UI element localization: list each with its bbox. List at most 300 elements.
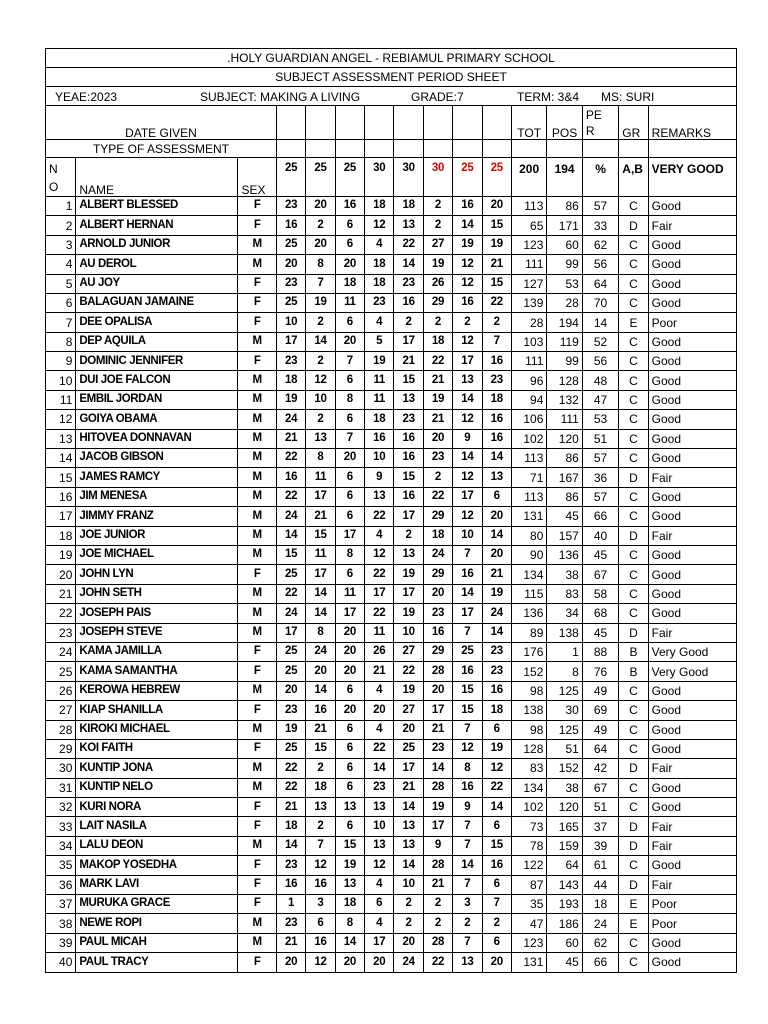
student-remarks: Poor	[648, 313, 736, 332]
student-tot: 102	[511, 798, 546, 817]
student-score-1: 10	[276, 313, 305, 332]
student-remarks: Good	[648, 449, 736, 468]
student-tot: 127	[511, 274, 546, 293]
table-row	[46, 584, 737, 603]
no-header	[46, 158, 76, 197]
student-score-4: 9	[365, 468, 394, 487]
student-pos: 38	[547, 565, 582, 584]
table-row	[46, 604, 737, 623]
student-pos: 128	[547, 371, 582, 390]
student-remarks: Good	[648, 856, 736, 875]
student-score-3: 11	[335, 584, 364, 603]
student-score-3: 11	[335, 293, 364, 312]
student-remarks: Good	[648, 584, 736, 603]
table-row	[46, 798, 737, 817]
sheet-title: SUBJECT ASSESSMENT PERIOD SHEET	[46, 68, 737, 87]
student-per: 64	[582, 739, 618, 758]
student-score-8: 23	[482, 662, 511, 681]
student-pos: 194	[547, 313, 582, 332]
student-pos: 120	[547, 798, 582, 817]
student-score-3: 8	[335, 546, 364, 565]
student-name: DEP AQUILA	[76, 332, 238, 351]
assessment-sheet-table	[45, 48, 737, 973]
student-pos: 1	[547, 642, 582, 661]
student-no: 3	[46, 235, 76, 254]
table-row	[46, 875, 737, 894]
student-no: 8	[46, 332, 76, 351]
student-sex: M	[238, 507, 276, 526]
student-score-7: 14	[453, 390, 482, 409]
student-no: 1	[46, 196, 76, 215]
student-gr: C	[619, 778, 648, 797]
student-sex: F	[238, 798, 276, 817]
student-tot: 73	[511, 817, 546, 836]
student-name: GOIYA OBAMA	[76, 410, 238, 429]
student-tot: 115	[511, 584, 546, 603]
student-gr: C	[619, 449, 648, 468]
student-tot: 134	[511, 778, 546, 797]
student-score-8: 20	[482, 507, 511, 526]
student-no: 16	[46, 487, 76, 506]
student-tot: 80	[511, 526, 546, 545]
student-score-7: 16	[453, 196, 482, 215]
student-score-6: 27	[423, 235, 452, 254]
student-score-3: 6	[335, 487, 364, 506]
student-score-1: 23	[276, 856, 305, 875]
student-remarks: Good	[648, 196, 736, 215]
table-row	[46, 720, 737, 739]
student-name: ALBERT HERNAN	[76, 216, 238, 235]
student-gr: C	[619, 720, 648, 739]
student-score-3: 6	[335, 507, 364, 526]
student-score-6: 28	[423, 933, 452, 952]
student-gr: C	[619, 390, 648, 409]
student-score-3: 6	[335, 681, 364, 700]
student-pos: 86	[547, 487, 582, 506]
student-per: 49	[582, 720, 618, 739]
student-remarks: Poor	[648, 895, 736, 914]
student-name: KAMA SAMANTHA	[76, 662, 238, 681]
type-cell	[482, 140, 511, 158]
student-score-5: 10	[394, 623, 423, 642]
student-name: JOSEPH STEVE	[76, 623, 238, 642]
table-row	[46, 371, 737, 390]
student-score-7: 7	[453, 875, 482, 894]
student-per: 67	[582, 778, 618, 797]
student-score-7: 2	[453, 914, 482, 933]
student-score-2: 12	[306, 371, 335, 390]
student-score-4: 13	[365, 836, 394, 855]
student-tot: 65	[511, 216, 546, 235]
student-tot: 138	[511, 701, 546, 720]
table-row	[46, 623, 737, 642]
student-score-6: 16	[423, 623, 452, 642]
student-per: 37	[582, 817, 618, 836]
student-score-8: 6	[482, 817, 511, 836]
student-score-8: 7	[482, 895, 511, 914]
student-remarks: Good	[648, 604, 736, 623]
student-name: KUNTIP JONA	[76, 759, 238, 778]
student-pos: 111	[547, 410, 582, 429]
student-tot: 136	[511, 604, 546, 623]
student-no: 9	[46, 352, 76, 371]
school-name: .HOLY GUARDIAN ANGEL - REBIAMUL PRIMARY SCHOOL	[46, 49, 737, 68]
student-score-2: 12	[306, 953, 335, 972]
student-score-5: 19	[394, 604, 423, 623]
student-tot: 113	[511, 487, 546, 506]
table-row	[46, 681, 737, 700]
student-pos: 53	[547, 274, 582, 293]
student-gr: C	[619, 429, 648, 448]
student-score-6: 20	[423, 681, 452, 700]
student-remarks: Good	[648, 410, 736, 429]
student-remarks: Good	[648, 681, 736, 700]
student-score-4: 18	[365, 255, 394, 274]
student-name: KURI NORA	[76, 798, 238, 817]
student-remarks: Good	[648, 739, 736, 758]
student-score-5: 16	[394, 449, 423, 468]
student-score-8: 22	[482, 778, 511, 797]
student-score-8: 18	[482, 701, 511, 720]
date-cell	[394, 106, 423, 140]
name-header: NAME	[76, 158, 238, 197]
student-tot: 176	[511, 642, 546, 661]
student-sex: M	[238, 681, 276, 700]
tot-header: TOT	[511, 106, 546, 140]
student-score-5: 15	[394, 468, 423, 487]
date-cell	[365, 106, 394, 140]
date-cell	[453, 106, 482, 140]
type-cell	[511, 140, 546, 158]
student-score-1: 20	[276, 255, 305, 274]
student-pos: 143	[547, 875, 582, 894]
student-tot: 96	[511, 371, 546, 390]
table-row	[46, 856, 737, 875]
table-row	[46, 255, 737, 274]
student-score-6: 21	[423, 875, 452, 894]
student-pos: 119	[547, 332, 582, 351]
student-name: PAUL TRACY	[76, 953, 238, 972]
student-score-3: 6	[335, 235, 364, 254]
table-row	[46, 914, 737, 933]
student-gr: C	[619, 487, 648, 506]
table-row	[46, 196, 737, 215]
student-score-1: 22	[276, 778, 305, 797]
table-row	[46, 642, 737, 661]
student-no: 17	[46, 507, 76, 526]
student-score-3: 20	[335, 662, 364, 681]
student-score-7: 25	[453, 642, 482, 661]
student-no: 19	[46, 546, 76, 565]
student-score-2: 12	[306, 856, 335, 875]
gr-header: GR	[619, 106, 648, 140]
student-score-3: 15	[335, 836, 364, 855]
student-no: 32	[46, 798, 76, 817]
student-tot: 128	[511, 739, 546, 758]
student-pos: 125	[547, 720, 582, 739]
student-name: JOSEPH PAIS	[76, 604, 238, 623]
student-score-4: 26	[365, 642, 394, 661]
table-row	[46, 759, 737, 778]
student-score-4: 4	[365, 720, 394, 739]
student-score-2: 7	[306, 836, 335, 855]
student-score-1: 25	[276, 642, 305, 661]
student-score-2: 15	[306, 739, 335, 758]
student-score-7: 7	[453, 546, 482, 565]
student-score-7: 16	[453, 293, 482, 312]
student-score-8: 20	[482, 546, 511, 565]
student-score-3: 6	[335, 468, 364, 487]
student-gr: D	[619, 623, 648, 642]
student-score-2: 14	[306, 604, 335, 623]
student-tot: 87	[511, 875, 546, 894]
student-no: 40	[46, 953, 76, 972]
student-score-8: 13	[482, 468, 511, 487]
student-score-6: 19	[423, 390, 452, 409]
student-pos: 38	[547, 778, 582, 797]
student-score-8: 6	[482, 720, 511, 739]
student-score-4: 18	[365, 196, 394, 215]
student-score-1: 22	[276, 584, 305, 603]
student-gr: C	[619, 604, 648, 623]
student-score-2: 11	[306, 468, 335, 487]
student-remarks: Good	[648, 274, 736, 293]
student-per: 18	[582, 895, 618, 914]
student-score-6: 14	[423, 759, 452, 778]
student-score-1: 24	[276, 604, 305, 623]
student-score-1: 20	[276, 681, 305, 700]
student-score-3: 6	[335, 759, 364, 778]
student-name: KIAP SHANILLA	[76, 701, 238, 720]
student-name: KAMA JAMILLA	[76, 642, 238, 661]
student-per: 44	[582, 875, 618, 894]
student-score-6: 23	[423, 739, 452, 758]
student-score-4: 12	[365, 546, 394, 565]
student-name: JOHN LYN	[76, 565, 238, 584]
student-score-3: 20	[335, 953, 364, 972]
student-no: 10	[46, 371, 76, 390]
student-gr: B	[619, 642, 648, 661]
student-score-7: 16	[453, 662, 482, 681]
student-score-5: 10	[394, 875, 423, 894]
student-sex: F	[238, 701, 276, 720]
student-no: 36	[46, 875, 76, 894]
student-score-6: 20	[423, 584, 452, 603]
student-score-4: 18	[365, 410, 394, 429]
student-no: 34	[46, 836, 76, 855]
student-per: 56	[582, 352, 618, 371]
student-per: 51	[582, 798, 618, 817]
student-remarks: Good	[648, 953, 736, 972]
student-sex: F	[238, 895, 276, 914]
student-score-6: 29	[423, 642, 452, 661]
student-sex: M	[238, 914, 276, 933]
student-score-8: 6	[482, 875, 511, 894]
student-score-6: 2	[423, 895, 452, 914]
student-score-2: 8	[306, 623, 335, 642]
student-score-4: 22	[365, 739, 394, 758]
student-score-5: 27	[394, 701, 423, 720]
student-sex: F	[238, 216, 276, 235]
student-per: 33	[582, 216, 618, 235]
student-tot: 98	[511, 720, 546, 739]
student-score-4: 17	[365, 584, 394, 603]
student-score-8: 19	[482, 235, 511, 254]
term-label: TERM: 3&4	[517, 90, 580, 104]
student-sex: F	[238, 953, 276, 972]
student-score-8: 16	[482, 410, 511, 429]
student-remarks: Good	[648, 778, 736, 797]
student-score-7: 14	[453, 216, 482, 235]
student-per: 70	[582, 293, 618, 312]
student-score-7: 2	[453, 313, 482, 332]
student-per: 49	[582, 681, 618, 700]
student-sex: M	[238, 720, 276, 739]
student-score-6: 2	[423, 196, 452, 215]
student-sex: F	[238, 856, 276, 875]
student-score-7: 14	[453, 856, 482, 875]
student-per: 45	[582, 623, 618, 642]
max-score-8: 25	[482, 158, 511, 197]
student-no: 37	[46, 895, 76, 914]
student-pos: 83	[547, 584, 582, 603]
student-score-5: 13	[394, 817, 423, 836]
student-name: JACOB GIBSON	[76, 449, 238, 468]
student-pos: 86	[547, 196, 582, 215]
student-score-2: 7	[306, 274, 335, 293]
student-pos: 60	[547, 235, 582, 254]
student-sex: M	[238, 604, 276, 623]
student-score-5: 14	[394, 856, 423, 875]
sheet-info-row	[46, 87, 737, 106]
table-row	[46, 933, 737, 952]
student-remarks: Good	[648, 352, 736, 371]
student-gr: B	[619, 662, 648, 681]
student-score-5: 25	[394, 739, 423, 758]
student-no: 11	[46, 390, 76, 409]
student-name: ALBERT BLESSED	[76, 196, 238, 215]
student-gr: D	[619, 526, 648, 545]
student-tot: 113	[511, 449, 546, 468]
student-sex: M	[238, 371, 276, 390]
student-score-7: 7	[453, 933, 482, 952]
student-score-4: 4	[365, 526, 394, 545]
grade-label: GRADE:7	[411, 90, 464, 104]
student-score-2: 14	[306, 584, 335, 603]
student-sex: F	[238, 662, 276, 681]
student-score-6: 21	[423, 410, 452, 429]
student-score-1: 16	[276, 468, 305, 487]
student-score-6: 21	[423, 371, 452, 390]
student-score-7: 19	[453, 235, 482, 254]
student-per: 24	[582, 914, 618, 933]
student-score-4: 17	[365, 933, 394, 952]
student-gr: C	[619, 798, 648, 817]
student-name: BALAGUAN JAMAINE	[76, 293, 238, 312]
student-score-2: 2	[306, 759, 335, 778]
student-no: 21	[46, 584, 76, 603]
student-name: AU DEROL	[76, 255, 238, 274]
student-sex: M	[238, 235, 276, 254]
student-score-5: 16	[394, 487, 423, 506]
max-remarks: VERY GOOD	[648, 158, 736, 197]
student-sex: M	[238, 623, 276, 642]
student-pos: 136	[547, 546, 582, 565]
student-score-6: 19	[423, 798, 452, 817]
student-pos: 64	[547, 856, 582, 875]
student-sex: M	[238, 429, 276, 448]
student-tot: 111	[511, 255, 546, 274]
student-score-2: 19	[306, 293, 335, 312]
max-score-1: 25	[276, 158, 305, 197]
student-score-2: 24	[306, 642, 335, 661]
student-score-1: 21	[276, 429, 305, 448]
student-score-6: 23	[423, 604, 452, 623]
student-sex: M	[238, 778, 276, 797]
student-score-4: 21	[365, 662, 394, 681]
student-score-6: 2	[423, 216, 452, 235]
student-score-8: 15	[482, 216, 511, 235]
student-score-1: 22	[276, 449, 305, 468]
table-row	[46, 701, 737, 720]
student-score-4: 23	[365, 293, 394, 312]
student-score-6: 28	[423, 662, 452, 681]
student-gr: C	[619, 410, 648, 429]
student-per: 40	[582, 526, 618, 545]
table-row	[46, 526, 737, 545]
student-score-8: 15	[482, 274, 511, 293]
student-gr: D	[619, 216, 648, 235]
student-score-6: 2	[423, 914, 452, 933]
student-per: 57	[582, 487, 618, 506]
student-score-2: 15	[306, 526, 335, 545]
student-score-6: 19	[423, 255, 452, 274]
student-score-5: 19	[394, 681, 423, 700]
student-score-3: 6	[335, 565, 364, 584]
student-per: 42	[582, 759, 618, 778]
student-score-4: 22	[365, 604, 394, 623]
student-score-5: 23	[394, 274, 423, 293]
student-no: 13	[46, 429, 76, 448]
student-name: AU JOY	[76, 274, 238, 293]
student-tot: 103	[511, 332, 546, 351]
student-name: MURUKA GRACE	[76, 895, 238, 914]
student-score-3: 6	[335, 313, 364, 332]
date-cell	[306, 106, 335, 140]
student-no: 2	[46, 216, 76, 235]
student-score-8: 16	[482, 856, 511, 875]
student-no: 5	[46, 274, 76, 293]
student-pos: 165	[547, 817, 582, 836]
student-score-4: 4	[365, 914, 394, 933]
student-no: 7	[46, 313, 76, 332]
student-score-7: 12	[453, 332, 482, 351]
student-tot: 111	[511, 352, 546, 371]
student-per: 56	[582, 255, 618, 274]
student-gr: C	[619, 933, 648, 952]
student-remarks: Good	[648, 332, 736, 351]
student-score-4: 10	[365, 817, 394, 836]
student-gr: D	[619, 836, 648, 855]
student-tot: 47	[511, 914, 546, 933]
student-sex: M	[238, 449, 276, 468]
student-score-7: 10	[453, 526, 482, 545]
student-score-4: 4	[365, 875, 394, 894]
student-gr: D	[619, 468, 648, 487]
student-per: 51	[582, 429, 618, 448]
student-remarks: Poor	[648, 914, 736, 933]
student-score-3: 13	[335, 875, 364, 894]
